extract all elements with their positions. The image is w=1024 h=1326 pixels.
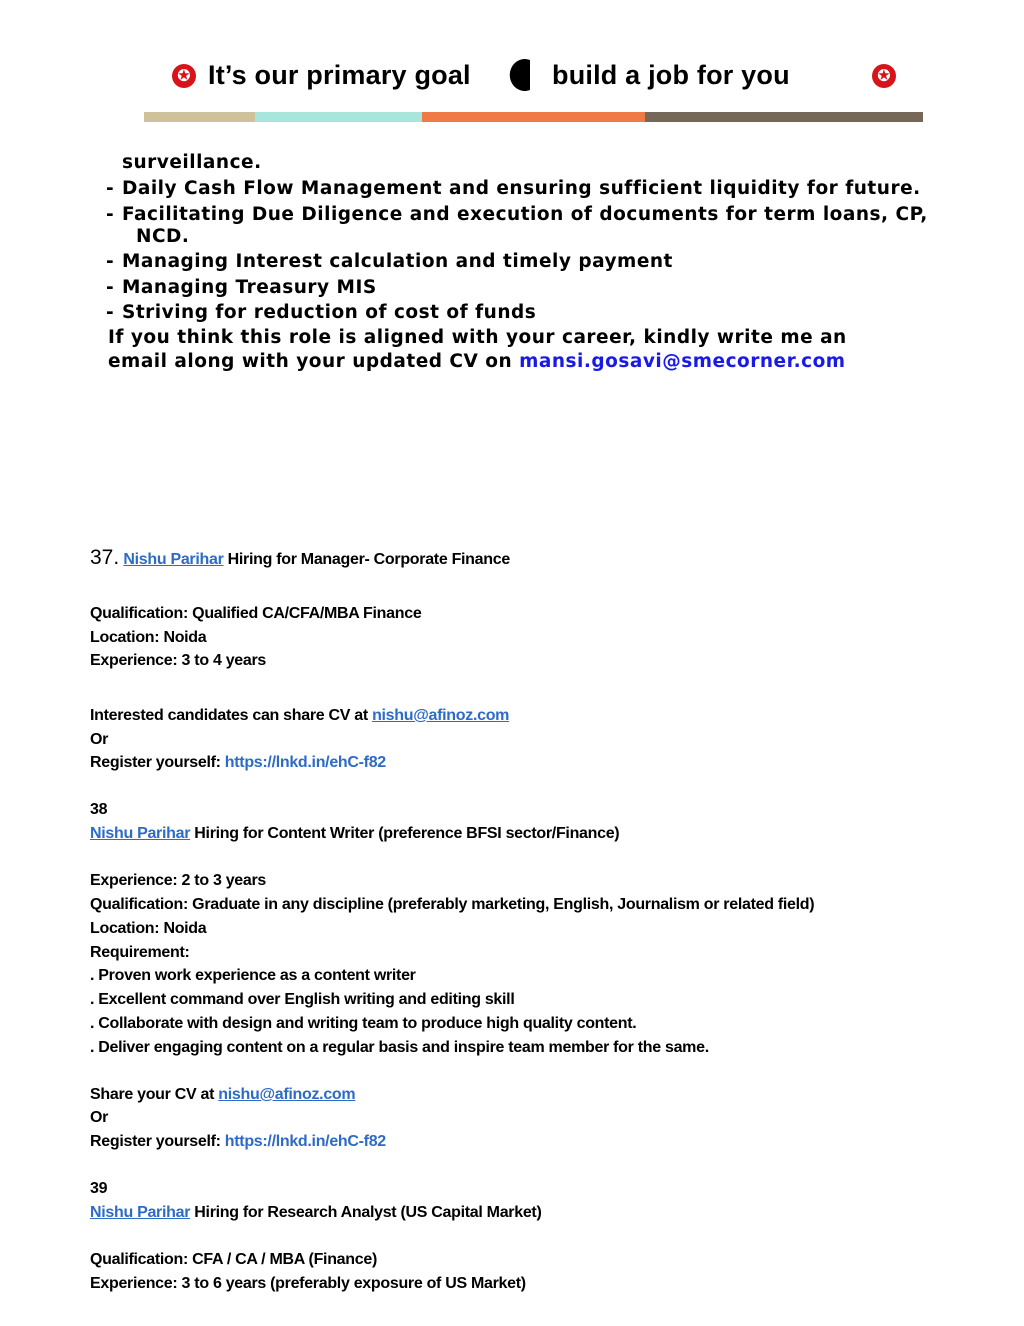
qualification-text: Qualification: Qualified CA/CFA/MBA Finance <box>90 605 422 622</box>
listing-heading <box>90 1204 541 1222</box>
or-text: Or <box>90 1109 109 1126</box>
stripe-segment-2 <box>255 112 422 122</box>
listing-number: 37. <box>90 546 120 569</box>
listing-heading <box>90 825 619 843</box>
requirement-item: . Proven work experience as a content writer <box>90 967 416 984</box>
closing-line: email along with your updated CV on mansi.gosavi@smecorner.com <box>108 351 846 372</box>
location-text: Location: Noida <box>90 920 207 937</box>
stripe-segment-4 <box>645 112 923 122</box>
list-item-continued: NCD. <box>136 226 190 247</box>
moon-icon <box>508 58 538 92</box>
requirement-item: . Collaborate with design and writing team to produce high quality content. <box>90 1015 637 1032</box>
list-item: - Managing Interest calculation and timely payment <box>106 251 673 272</box>
email-link[interactable]: nishu@afinoz.com <box>372 707 510 724</box>
requirement-item: . Deliver engaging content on a regular basis and inspire team member for the same. <box>90 1039 709 1056</box>
recruiter-link[interactable]: Nishu Parihar <box>90 1204 191 1221</box>
or-text: Or <box>90 731 109 748</box>
register-link[interactable]: https://lnkd.in/ehC-f82 <box>224 754 386 771</box>
requirement-item: . Excellent command over English writing and editing skill <box>90 991 515 1008</box>
star-icon: ✪ <box>172 64 196 88</box>
register-line: Register yourself: https://lnkd.in/ehC-f82 <box>90 1133 386 1150</box>
listing-heading <box>90 546 510 570</box>
page-header <box>0 56 1024 102</box>
experience-text: Experience: 2 to 3 years <box>90 872 267 889</box>
email-link[interactable]: nishu@afinoz.com <box>218 1086 356 1103</box>
list-item: - Daily Cash Flow Management and ensuring sufficient liquidity for future. <box>106 178 921 199</box>
list-item: - Striving for reduction of cost of funds <box>106 302 537 323</box>
email-link[interactable]: mansi.gosavi@smecorner.com <box>519 351 846 372</box>
star-icon: ✪ <box>872 64 896 88</box>
listing-title: Hiring for Research Analyst (US Capital Market) <box>194 1204 542 1221</box>
listing-number: 39 <box>90 1180 108 1197</box>
listing-number: 38 <box>90 801 108 818</box>
stripe-segment-3 <box>422 112 645 122</box>
location-text: Location: Noida <box>90 629 207 646</box>
qualification-text: Qualification: CFA / CA / MBA (Finance) <box>90 1251 377 1268</box>
recruiter-link[interactable]: Nishu Parihar <box>123 551 224 568</box>
experience-text: Experience: 3 to 6 years (preferably exposure of US Market) <box>90 1275 526 1292</box>
listing-title: Hiring for Manager- Corporate Finance <box>227 551 510 568</box>
header-title-left: It’s our primary goal <box>208 60 471 90</box>
listing-title: Hiring for Content Writer (preference BFSI sector/Finance) <box>194 825 620 842</box>
qualification-text: Qualification: Graduate in any discipline (preferably marketing, English, Journalism or related field) <box>90 896 815 913</box>
header-title-right: build a job for you <box>552 60 790 90</box>
share-cv-line: Interested candidates can share CV at nishu@afinoz.com <box>90 707 510 724</box>
register-line: Register yourself: https://lnkd.in/ehC-f82 <box>90 754 386 771</box>
recruiter-link[interactable]: Nishu Parihar <box>90 825 191 842</box>
requirement-label: Requirement: <box>90 944 190 961</box>
stripe-segment-1 <box>144 112 255 122</box>
share-cv-line: Share your CV at nishu@afinoz.com <box>90 1086 356 1103</box>
experience-text: Experience: 3 to 4 years <box>90 652 267 669</box>
closing-line: If you think this role is aligned with your career, kindly write me an <box>108 327 847 348</box>
list-item: - Facilitating Due Diligence and execution of documents for term loans, CP, <box>106 204 928 225</box>
list-item: - Managing Treasury MIS <box>106 277 377 298</box>
register-link[interactable]: https://lnkd.in/ehC-f82 <box>224 1133 386 1150</box>
continued-text: surveillance. <box>122 152 262 173</box>
